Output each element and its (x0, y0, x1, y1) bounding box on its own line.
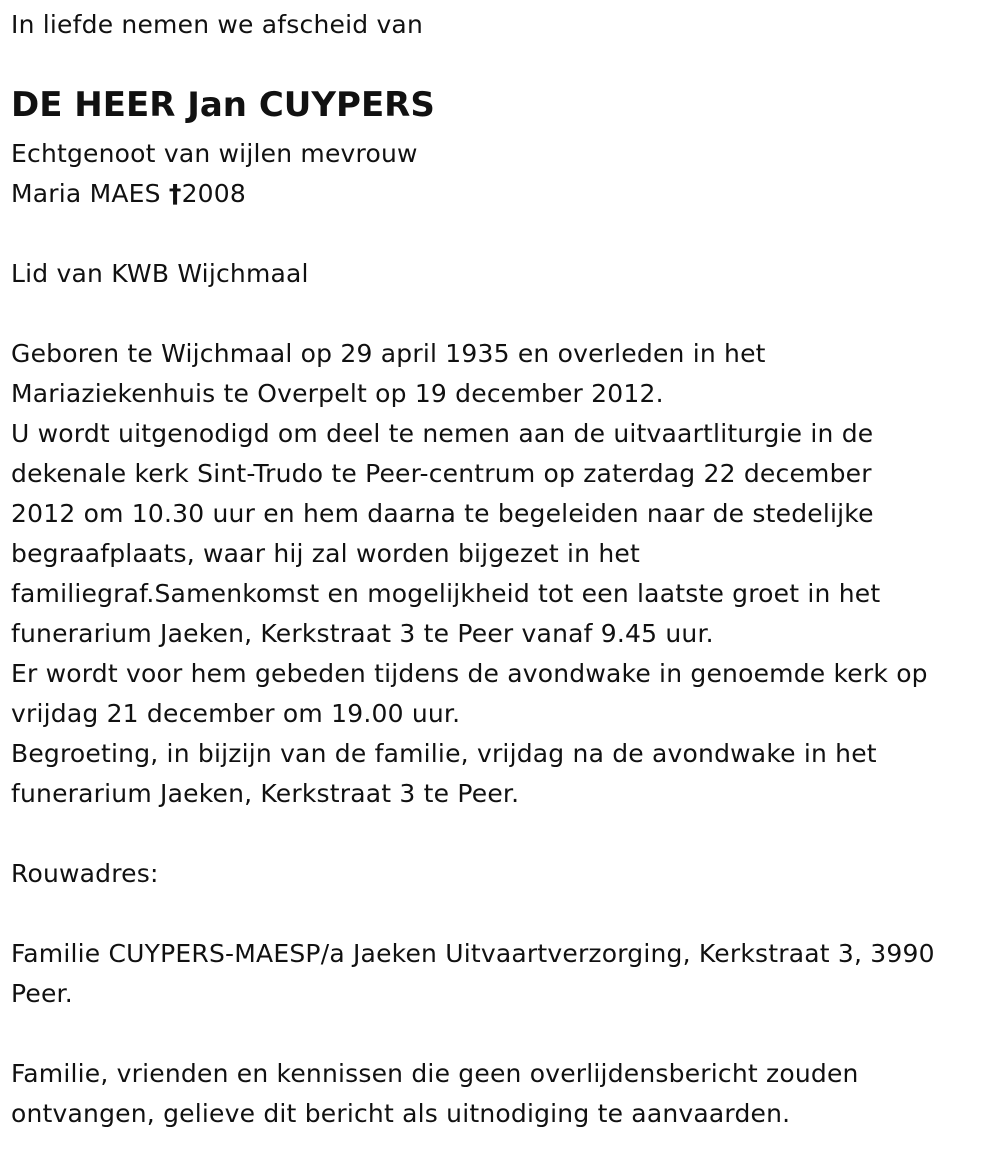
body-line: begraafplaats, waar hij zal worden bijgezet in het (11, 539, 640, 568)
closing-line: ontvangen, gelieve dit bericht als uitnodiging te aanvaarden. (11, 1099, 791, 1128)
address-line: Familie CUYPERS-MAESP/a Jaeken Uitvaartverzorging, Kerkstraat 3, 3990 (11, 939, 935, 968)
closing-block (11, 1054, 859, 1134)
spouse-name: Maria MAES (11, 179, 169, 208)
membership-block (11, 254, 309, 294)
body-line: vrijdag 21 december om 19.00 uur. (11, 699, 461, 728)
spouse-death-year: 2008 (181, 179, 247, 208)
body-line: funerarium Jaeken, Kerkstraat 3 te Peer vanaf 9.45 uur. (11, 619, 714, 648)
address-label-block (11, 854, 159, 894)
closing-line: Familie, vrienden en kennissen die geen overlijdensbericht zouden (11, 1059, 859, 1088)
body-line: U wordt uitgenodigd om deel te nemen aan de uitvaartliturgie in de (11, 419, 874, 448)
address-label: Rouwadres: (11, 859, 159, 888)
body-line: familiegraf.Samenkomst en mogelijkheid tot een laatste groet in het (11, 579, 881, 608)
body-line: dekenale kerk Sint-Trudo te Peer-centrum op zaterdag 22 december (11, 459, 872, 488)
body-line: Er wordt voor hem gebeden tijdens de avondwake in genoemde kerk op (11, 659, 928, 688)
spouse-block (11, 134, 418, 214)
membership-text: Lid van KWB Wijchmaal (11, 259, 309, 288)
body-line: Begroeting, in bijzijn van de familie, vrijdag na de avondwake in het (11, 739, 877, 768)
address-line: Peer. (11, 979, 73, 1008)
body-line: Geboren te Wijchmaal op 29 april 1935 en overleden in het (11, 339, 766, 368)
address-block (11, 934, 935, 1014)
spouse-line: Echtgenoot van wijlen mevrouw (11, 139, 418, 168)
intro-text: In liefde nemen we afscheid van (11, 10, 423, 39)
spouse-name-line (11, 174, 418, 214)
funeral-details (11, 334, 928, 814)
body-line: funerarium Jaeken, Kerkstraat 3 te Peer. (11, 779, 520, 808)
body-line: 2012 om 10.30 uur en hem daarna te begeleiden naar de stedelijke (11, 499, 874, 528)
deceased-name: DE HEER Jan CUYPERS (11, 85, 435, 125)
cross-icon: † (168, 179, 182, 208)
body-line: Mariaziekenhuis te Overpelt op 19 december 2012. (11, 379, 664, 408)
